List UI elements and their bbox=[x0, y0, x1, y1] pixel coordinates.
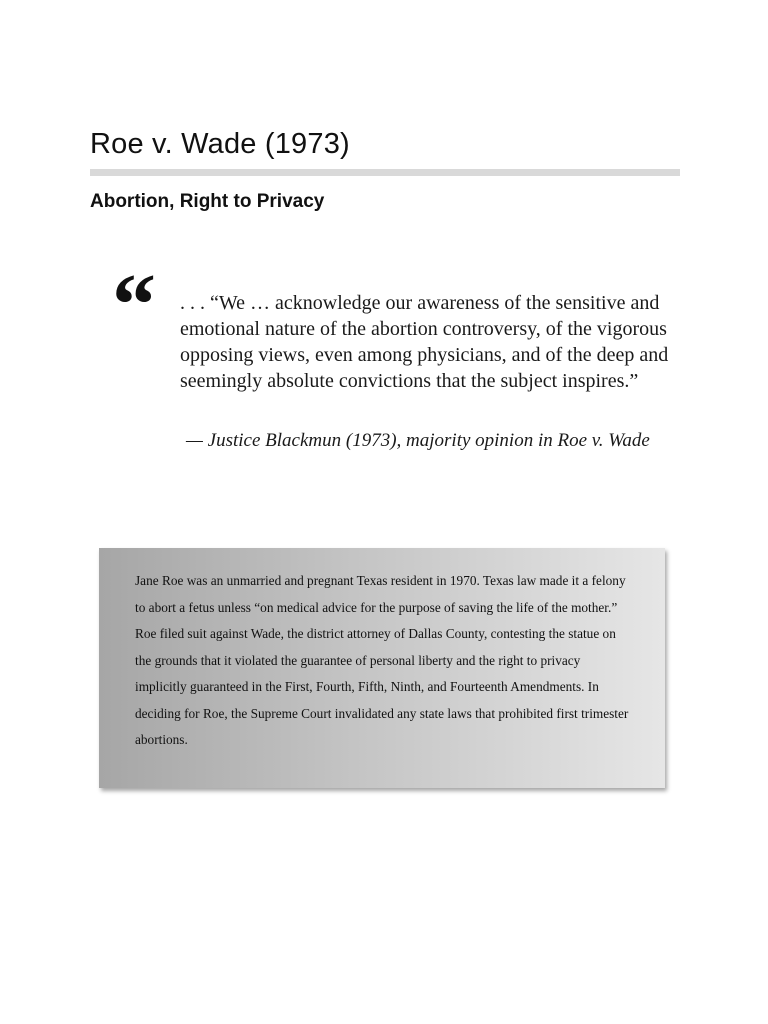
page-subtitle: Abortion, Right to Privacy bbox=[90, 191, 325, 212]
quote-text: . . . “We … acknowledge our awareness of the sensitive and emotional nature of the abortion controversy, of the vigorous opposing views, even among physicians, and of the deep and seemingly absolute convictions that the subject inspires.” bbox=[180, 292, 669, 392]
case-summary-box bbox=[99, 548, 665, 788]
case-summary-text: Jane Roe was an unmarried and pregnant Texas resident in 1970. Texas law made it a felony to abort a fetus unless “on medical advice for the purpose of saving the life of the mother.” Roe filed suit against Wade, the district attorney of Dallas County, contesting the statue on the grounds that it violated the guarantee of personal liberty and the right to privacy implicitly guaranteed in the First, Fourth, Fifth, Ninth, and Fourteenth Amendments. In deciding for Roe, the Supreme Court invalidated any state laws that prohibited first trimester abortions. bbox=[135, 573, 629, 747]
quote-mark-icon: “ bbox=[112, 257, 156, 354]
quote-attribution: — Justice Blackmun (1973), majority opinion in Roe v. Wade bbox=[186, 430, 650, 451]
title-divider bbox=[90, 169, 680, 176]
page-title: Roe v. Wade (1973) bbox=[90, 128, 350, 160]
